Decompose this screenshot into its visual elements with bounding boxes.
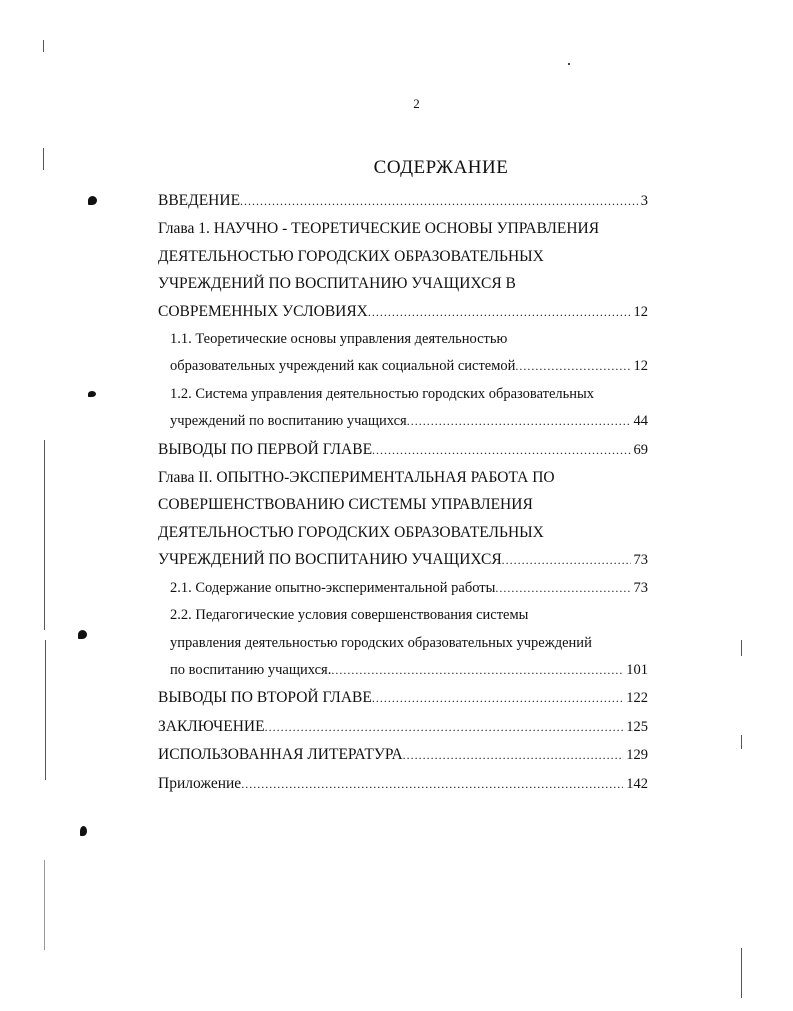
toc-entry-text: ИСПОЛЬЗОВАННАЯ ЛИТЕРАТУРА [158,746,403,764]
toc-entry-text: УЧРЕЖДЕНИЙ ПО ВОСПИТАНИЮ УЧАЩИХСЯ В [158,275,516,293]
scan-dot [568,63,570,65]
toc-entry-text: ВЫВОДЫ ПО ПЕРВОЙ ГЛАВЕ [158,440,373,458]
toc-entry-line [158,187,648,215]
toc-entry-text: ВВЕДЕНИЕ [158,192,241,209]
toc-entry-line [158,381,648,408]
toc-entry-line [158,713,648,741]
scan-edge-line [44,440,45,630]
toc-entry-line [158,270,648,297]
toc-page-number: 12 [633,303,648,320]
toc-entry-text: Приложение [158,774,242,792]
toc-entry-text: ДЕЯТЕЛЬНОСТЬЮ ГОРОДСКИХ ОБРАЗОВАТЕЛЬНЫХ [158,247,544,265]
scan-edge-line [741,948,742,998]
toc-leader-dots [372,437,630,464]
toc-entry-text: 2.1. Содержание опытно-экспериментальной работы [170,579,496,596]
toc-entry-text: образовательных учреждений как социальной системой [170,358,516,375]
scan-mark-bullet [80,826,87,836]
scan-edge-line [43,148,44,170]
toc-entry-text: ВЫВОДЫ ПО ВТОРОЙ ГЛАВЕ [158,689,372,707]
toc-page-number: 44 [633,413,648,430]
toc-entry-line [158,546,648,574]
toc-leader-dots [372,685,623,712]
toc-entry-line [158,630,648,657]
toc-entry-text: по воспитанию учащихся. [170,661,332,678]
toc-page-number: 125 [626,718,648,735]
scan-edge-line [741,735,742,749]
toc-page-number: 129 [626,747,648,764]
toc-entry-line [158,326,648,353]
toc-entry-line [158,575,648,602]
toc-entry-line [158,519,648,546]
toc-entry-line [158,215,648,242]
toc-page-number: 142 [626,775,648,792]
table-of-contents [158,187,648,798]
toc-entry-line [158,491,648,518]
toc-entry-line [158,298,648,326]
page-title: СОДЕРЖАНИЕ [373,157,509,178]
toc-entry-line [158,684,648,712]
toc-entry-text: ДЕЯТЕЛЬНОСТЬЮ ГОРОДСКИХ ОБРАЗОВАТЕЛЬНЫХ [158,523,544,541]
toc-entry-line [158,436,648,464]
toc-leader-dots [240,188,638,215]
toc-entry-line [158,243,648,270]
toc-entry-text: 2.2. Педагогические условия совершенствования системы [170,607,529,624]
toc-entry-line [158,602,648,629]
toc-entry-text: СОВРЕМЕННЫХ УСЛОВИЯХ [158,302,368,320]
toc-entry-text: учреждений по воспитанию учащихся [170,413,407,430]
toc-leader-dots [407,408,631,435]
scan-edge-line [44,860,45,950]
toc-entry-text: УЧРЕЖДЕНИЙ ПО ВОСПИТАНИЮ УЧАЩИХСЯ [158,551,502,569]
scan-mark-bullet [88,196,97,205]
toc-leader-dots [368,299,631,326]
toc-entry-text: Глава 1. НАУЧНО - ТЕОРЕТИЧЕСКИЕ ОСНОВЫ УПРАВЛЕНИЯ [158,220,600,238]
toc-page-number: 69 [633,441,648,458]
toc-entry-text: 1.2. Система управления деятельностью городских образовательных [170,385,595,402]
toc-entry-line [158,464,648,491]
toc-entry-line [158,408,648,435]
toc-entry-line [158,741,648,769]
toc-entry-line [158,770,648,798]
toc-leader-dots [495,575,630,602]
toc-entry-text: СОВЕРШЕНСТВОВАНИЮ СИСТЕМЫ УПРАВЛЕНИЯ [158,496,533,514]
toc-page-number: 101 [626,661,648,678]
toc-leader-dots [502,547,631,574]
toc-entry-text: управления деятельностью городских образовательных учреждений [170,634,592,651]
scan-mark-bullet [88,391,96,397]
toc-leader-dots [331,657,623,684]
scan-mark-bullet [78,630,87,639]
toc-page-number: 73 [633,579,648,596]
toc-page-number: 3 [640,193,648,209]
toc-leader-dots [241,771,623,798]
page-number: 2 [413,96,420,111]
toc-entry-line [158,353,648,380]
toc-entry-text: Глава II. ОПЫТНО-ЭКСПЕРИМЕНТАЛЬНАЯ РАБОТА ПО [158,469,555,487]
toc-page-number: 12 [633,358,648,375]
toc-page-number: 73 [633,552,648,569]
toc-leader-dots [515,353,630,380]
toc-entry-text: 1.1. Теоретические основы управления деятельностью [170,331,508,348]
toc-leader-dots [403,742,624,769]
toc-entry-line [158,657,648,684]
scan-edge-line [741,640,742,656]
toc-entry-text: ЗАКЛЮЧЕНИЕ [158,717,265,735]
toc-leader-dots [265,714,624,741]
scan-edge-line [45,640,46,780]
toc-page-number: 122 [626,690,648,707]
scan-edge-line [43,40,44,52]
